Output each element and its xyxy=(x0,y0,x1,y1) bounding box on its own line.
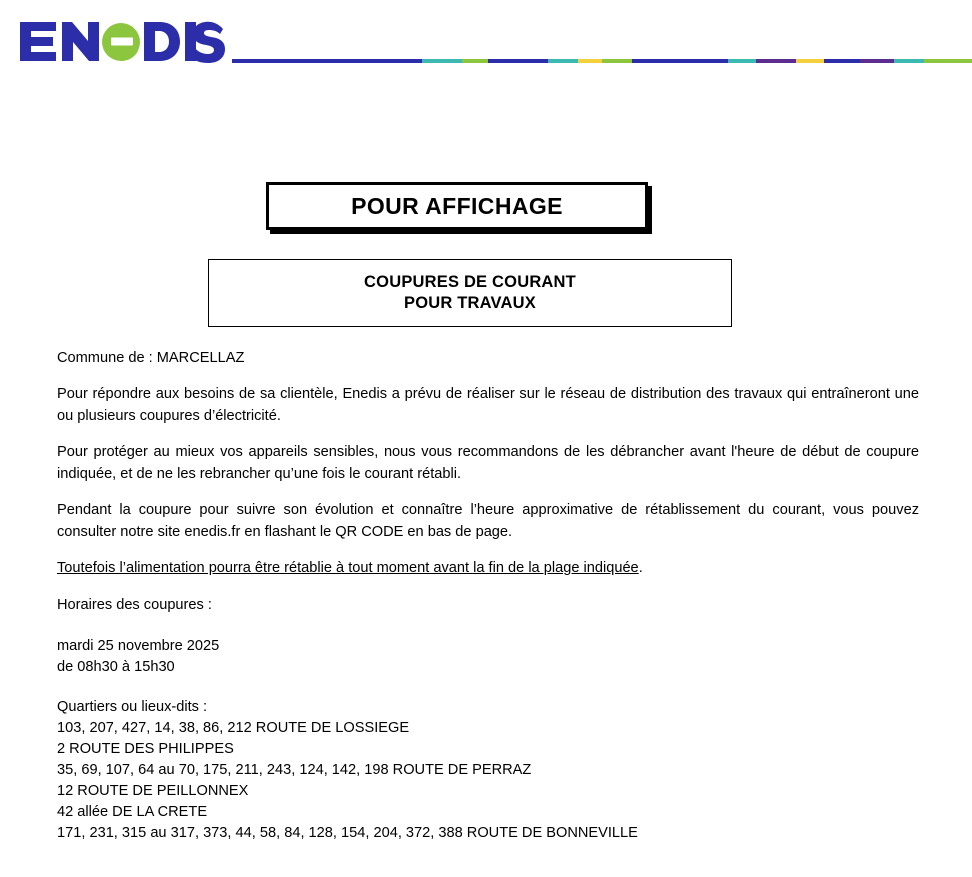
subtitle-line-2: POUR TRAVAUX xyxy=(404,294,536,312)
places-label: Quartiers ou lieux-dits : xyxy=(57,699,208,715)
places-line: 103, 207, 427, 14, 38, 86, 212 ROUTE DE LOSSIEGE xyxy=(57,720,410,736)
paragraph-toutefois-underlined: Toutefois l’alimentation pourra être rétablie à tout moment avant la fin de la plage indiquée xyxy=(57,560,639,577)
commune-line: Commune de : MARCELLAZ xyxy=(57,350,245,366)
enedis-logo xyxy=(18,18,226,66)
paragraph-appareils: Pour protéger au mieux vos appareils sensibles, nous vous recommandons de les débrancher avant l'heure de début de coupure indiquée, et de ne les rebrancher qu’une fois le courant rétabli. xyxy=(57,444,919,482)
places-block xyxy=(57,697,937,844)
decorative-color-rule xyxy=(232,56,972,66)
paragraph-travaux: Pour répondre aux besoins de sa clientèle, Enedis a prévu de réaliser sur le réseau de distribution des travaux qui entraîneront une ou plusieurs coupures d’électricité. xyxy=(57,386,919,424)
places-line: 42 allée DE LA CRETE xyxy=(57,804,208,820)
horaires-label: Horaires des coupures : xyxy=(57,596,212,613)
paragraph-qrcode: Pendant la coupure pour suivre son évolution et connaître l’heure approximative de rétablissement du courant, vous pouvez consulter notre site enedis.fr en flashant le QR CODE en bas de page. xyxy=(57,502,919,540)
subtitle-box xyxy=(208,259,732,327)
places-line: 12 ROUTE DE PEILLONNEX xyxy=(57,783,249,799)
document-body xyxy=(57,348,919,631)
schedule-block xyxy=(57,636,919,677)
page-title: POUR AFFICHAGE xyxy=(351,192,563,219)
schedule-date: mardi 25 novembre 2025 xyxy=(57,638,220,654)
paragraph-toutefois xyxy=(57,558,919,579)
schedule-hours: de 08h30 à 15h30 xyxy=(57,658,175,675)
places-line: 2 ROUTE DES PHILIPPES xyxy=(57,741,234,757)
subtitle-line-1: COUPURES DE COURANT xyxy=(364,273,576,291)
places-line: 171, 231, 315 au 317, 373, 44, 58, 84, 128, 154, 204, 372, 388 ROUTE DE BONNEVILLE xyxy=(57,825,638,841)
paragraph-toutefois-tail: . xyxy=(638,560,643,577)
page-title-box xyxy=(266,182,648,230)
document-header xyxy=(0,0,972,88)
places-line: 35, 69, 107, 64 au 70, 175, 211, 243, 124, 142, 198 ROUTE DE PERRAZ xyxy=(57,762,532,778)
